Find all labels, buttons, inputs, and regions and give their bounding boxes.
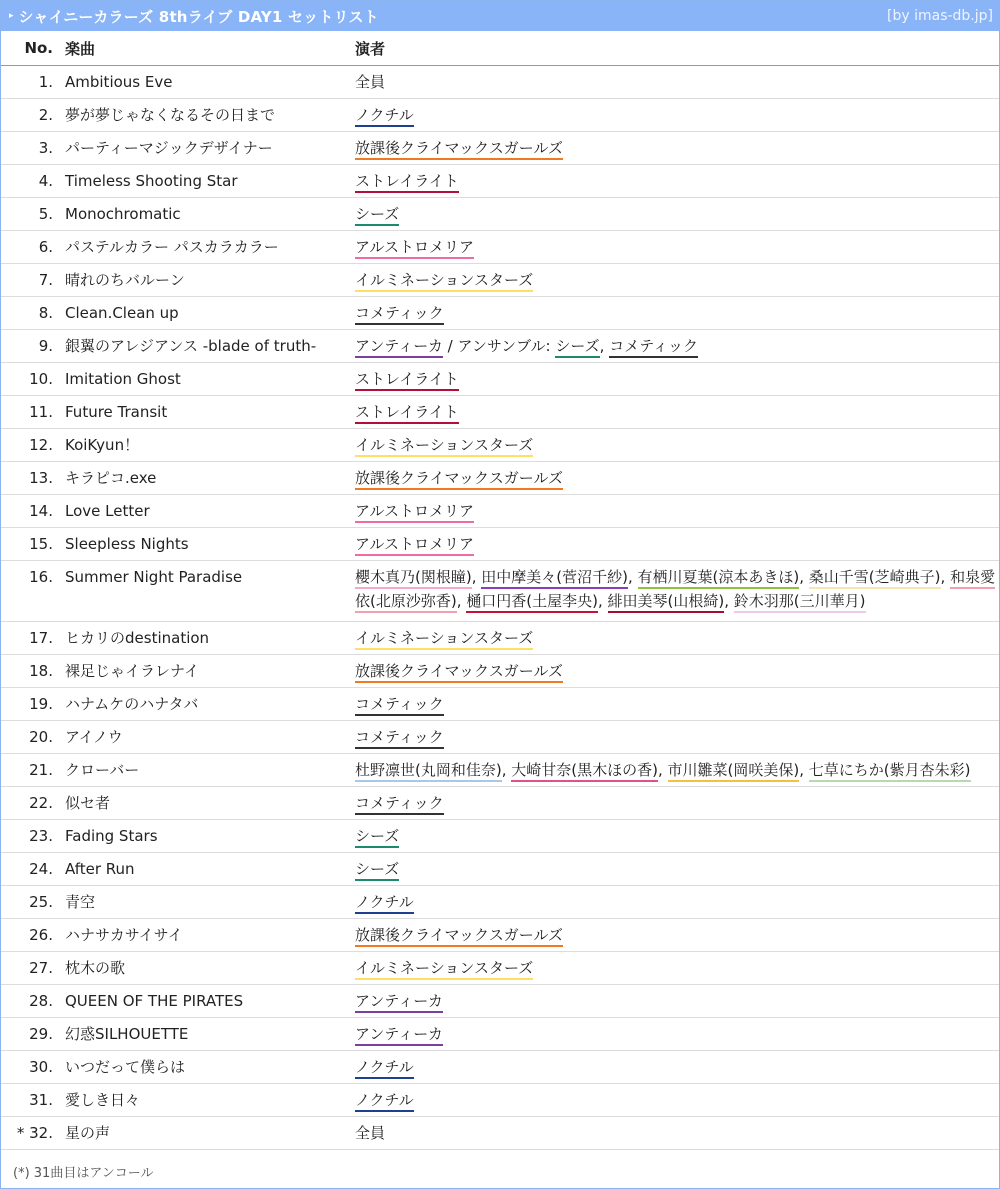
- track-number: 16.: [1, 561, 59, 622]
- track-number: 25.: [1, 886, 59, 919]
- performer-link[interactable]: シーズ: [355, 827, 399, 848]
- performer-cell: [349, 1084, 999, 1117]
- performer-text: ,: [799, 761, 809, 779]
- performer-cell: [349, 688, 999, 721]
- song-title: 銀翼のアレジアンス -blade of truth-: [59, 330, 349, 363]
- performer-link[interactable]: 放課後クライマックスガールズ: [355, 139, 563, 160]
- song-title: Monochromatic: [59, 198, 349, 231]
- performer-text: ,: [501, 761, 512, 779]
- performer-text: ,: [799, 568, 809, 586]
- song-title: アイノウ: [59, 721, 349, 754]
- performer-link[interactable]: イルミネーションスターズ: [355, 271, 533, 292]
- performer-link[interactable]: アンティーカ: [355, 337, 443, 358]
- performer-cell: [349, 231, 999, 264]
- song-title: Future Transit: [59, 396, 349, 429]
- performer-cell: [349, 495, 999, 528]
- track-number: 26.: [1, 919, 59, 952]
- performer-cell: [349, 429, 999, 462]
- performer-link[interactable]: コメティック: [355, 728, 444, 749]
- performer-link[interactable]: ストレイライト: [355, 403, 459, 424]
- performer-cell: [349, 952, 999, 985]
- table-row: [1, 721, 999, 754]
- table-row: [1, 462, 999, 495]
- performer-text: ,: [657, 761, 668, 779]
- performer-cell: [349, 886, 999, 919]
- performer-link[interactable]: 市川雛菜(岡咲美保): [668, 761, 800, 782]
- table-row: [1, 264, 999, 297]
- performer-link[interactable]: ストレイライト: [355, 370, 459, 391]
- track-number: 22.: [1, 787, 59, 820]
- song-title: Timeless Shooting Star: [59, 165, 349, 198]
- performer-text: / アンサンブル:: [442, 337, 556, 355]
- song-title: Love Letter: [59, 495, 349, 528]
- song-title: いつだって僕らは: [59, 1051, 349, 1084]
- track-number: 4.: [1, 165, 59, 198]
- performer-link[interactable]: ストレイライト: [355, 172, 459, 193]
- performer-link[interactable]: 有栖川夏葉(涼本あきほ): [638, 568, 800, 589]
- track-number: 20.: [1, 721, 59, 754]
- performer-cell: [349, 66, 999, 99]
- table-row: [1, 688, 999, 721]
- track-number: 10.: [1, 363, 59, 396]
- table-row: [1, 363, 999, 396]
- track-number: 13.: [1, 462, 59, 495]
- performer-link[interactable]: イルミネーションスターズ: [355, 959, 533, 980]
- track-number: 15.: [1, 528, 59, 561]
- track-number: 21.: [1, 754, 59, 787]
- track-number: 8.: [1, 297, 59, 330]
- table-row: [1, 429, 999, 462]
- performer-cell: [349, 622, 999, 655]
- song-title: 似セ者: [59, 787, 349, 820]
- song-title: ヒカリのdestination: [59, 622, 349, 655]
- table-row: [1, 297, 999, 330]
- song-title: 裸足じゃイラレナイ: [59, 655, 349, 688]
- song-title: Sleepless Nights: [59, 528, 349, 561]
- table-row: [1, 1018, 999, 1051]
- track-number: 28.: [1, 985, 59, 1018]
- column-header-song: 楽曲: [59, 31, 349, 66]
- performer-cell: [349, 297, 999, 330]
- performer-cell: [349, 132, 999, 165]
- track-number: 29.: [1, 1018, 59, 1051]
- table-row: [1, 561, 999, 622]
- performer-text: ,: [471, 568, 482, 586]
- table-row: [1, 198, 999, 231]
- table-row: [1, 985, 999, 1018]
- performer-text: ,: [599, 337, 610, 355]
- performer-cell: [349, 330, 999, 363]
- performer-cell: [349, 1018, 999, 1051]
- performer-cell: [349, 198, 999, 231]
- performer-link[interactable]: 七草にちか(紫月杏朱彩): [809, 761, 971, 782]
- performer-link[interactable]: ノクチル: [355, 893, 414, 914]
- table-row: [1, 754, 999, 787]
- table-row: [1, 231, 999, 264]
- performer-text: ,: [627, 568, 638, 586]
- track-number: 2.: [1, 99, 59, 132]
- title-bar[interactable]: [1, 1, 999, 31]
- song-title: クローバー: [59, 754, 349, 787]
- performer-cell: [349, 264, 999, 297]
- performer-text: 全員: [355, 73, 386, 91]
- song-title: Fading Stars: [59, 820, 349, 853]
- table-row: [1, 1084, 999, 1117]
- performer-link[interactable]: ノクチル: [355, 1091, 414, 1112]
- performer-cell: [349, 820, 999, 853]
- performer-link[interactable]: コメティック: [355, 794, 444, 815]
- performer-link[interactable]: アルストロメリア: [355, 535, 474, 556]
- table-row: [1, 919, 999, 952]
- track-number: 3.: [1, 132, 59, 165]
- track-number: 9.: [1, 330, 59, 363]
- table-row: [1, 787, 999, 820]
- performer-text: ,: [724, 592, 734, 610]
- performer-cell: [349, 721, 999, 754]
- track-number: 12.: [1, 429, 59, 462]
- performer-cell: [349, 165, 999, 198]
- performer-cell: [349, 919, 999, 952]
- performer-cell: [349, 787, 999, 820]
- performer-text: 全員: [355, 1124, 386, 1142]
- table-row: [1, 853, 999, 886]
- performer-link[interactable]: コメティック: [609, 337, 698, 358]
- track-number: 18.: [1, 655, 59, 688]
- song-title: 枕木の歌: [59, 952, 349, 985]
- song-title: 晴れのちバルーン: [59, 264, 349, 297]
- expand-triangle-icon[interactable]: ▸: [9, 11, 14, 21]
- table-row: [1, 1117, 999, 1150]
- performer-cell: [349, 396, 999, 429]
- performer-link[interactable]: 桑山千雪(芝崎典子): [809, 568, 941, 589]
- track-number: 1.: [1, 66, 59, 99]
- song-title: After Run: [59, 853, 349, 886]
- table-row: [1, 66, 999, 99]
- performer-cell: [349, 754, 999, 787]
- track-number: 27.: [1, 952, 59, 985]
- performer-link[interactable]: コメティック: [355, 695, 444, 716]
- column-header-performer: 演者: [349, 31, 999, 66]
- encore-footnote: (*) 31曲目はアンコール: [13, 1166, 154, 1181]
- track-number: 6.: [1, 231, 59, 264]
- table-row: [1, 1051, 999, 1084]
- performer-link[interactable]: 杜野凛世(丸岡和佳奈): [355, 761, 502, 782]
- performer-cell: [349, 99, 999, 132]
- performer-link[interactable]: 鈴木羽那(三川華月): [734, 592, 866, 613]
- track-number: 30.: [1, 1051, 59, 1084]
- performer-link[interactable]: 緋田美琴(山根綺): [608, 592, 725, 613]
- track-number: 19.: [1, 688, 59, 721]
- track-number: 23.: [1, 820, 59, 853]
- performer-link[interactable]: シーズ: [355, 860, 399, 881]
- performer-link[interactable]: シーズ: [355, 205, 399, 226]
- track-number: 7.: [1, 264, 59, 297]
- table-row: [1, 952, 999, 985]
- performer-link[interactable]: ノクチル: [355, 106, 414, 127]
- performer-cell: [349, 985, 999, 1018]
- performer-link[interactable]: アルストロメリア: [355, 502, 474, 523]
- song-title: KoiKyun！: [59, 429, 349, 462]
- song-title: Clean.Clean up: [59, 297, 349, 330]
- performer-cell: [349, 1117, 999, 1150]
- setlist-rows: [1, 66, 999, 1150]
- song-title: Imitation Ghost: [59, 363, 349, 396]
- table-row: [1, 165, 999, 198]
- performer-text: ,: [940, 568, 951, 586]
- track-number: 24.: [1, 853, 59, 886]
- performer-link[interactable]: 放課後クライマックスガールズ: [355, 469, 563, 490]
- song-title: 愛しき日々: [59, 1084, 349, 1117]
- performer-text: ,: [597, 592, 608, 610]
- performer-cell: [349, 655, 999, 688]
- performer-link[interactable]: アンティーカ: [355, 1025, 443, 1046]
- setlist-title: シャイニーカラーズ 8thライブ DAY1 セットリスト: [18, 7, 379, 26]
- source-credit-link[interactable]: [by imas-db.jp]: [887, 8, 993, 24]
- song-title: パステルカラー パスカラカラー: [59, 231, 349, 264]
- table-row: [1, 622, 999, 655]
- table-row: [1, 655, 999, 688]
- table-row: [1, 99, 999, 132]
- song-title: 星の声: [59, 1117, 349, 1150]
- performer-link[interactable]: イルミネーションスターズ: [355, 436, 533, 457]
- song-title: QUEEN OF THE PIRATES: [59, 985, 349, 1018]
- performer-link[interactable]: コメティック: [355, 304, 444, 325]
- song-title: Ambitious Eve: [59, 66, 349, 99]
- performer-link[interactable]: 大崎甘奈(黒木ほの香): [511, 761, 658, 782]
- performer-cell: [349, 561, 999, 622]
- table-row: [1, 820, 999, 853]
- performer-link[interactable]: 放課後クライマックスガールズ: [355, 926, 563, 947]
- track-number: 31.: [1, 1084, 59, 1117]
- song-title: ハナサカサイサイ: [59, 919, 349, 952]
- performer-link[interactable]: アルストロメリア: [355, 238, 474, 259]
- song-title: 夢が夢じゃなくなるその日まで: [59, 99, 349, 132]
- song-title: 青空: [59, 886, 349, 919]
- performer-cell: [349, 528, 999, 561]
- table-row: [1, 495, 999, 528]
- table-row: [1, 132, 999, 165]
- table-row: [1, 528, 999, 561]
- performer-cell: [349, 853, 999, 886]
- performer-link[interactable]: アンティーカ: [355, 992, 443, 1013]
- performer-link[interactable]: イルミネーションスターズ: [355, 629, 533, 650]
- song-title: ハナムケのハナタバ: [59, 688, 349, 721]
- song-title: キラピコ.exe: [59, 462, 349, 495]
- song-title: 幻惑SILHOUETTE: [59, 1018, 349, 1051]
- track-number: 17.: [1, 622, 59, 655]
- track-number: 14.: [1, 495, 59, 528]
- column-header-no: No.: [1, 31, 59, 66]
- performer-link[interactable]: 樋口円香(土屋李央): [466, 592, 598, 613]
- song-title: パーティーマジックデザイナー: [59, 132, 349, 165]
- table-row: [1, 330, 999, 363]
- performer-text: ,: [456, 592, 467, 610]
- performer-link[interactable]: 放課後クライマックスガールズ: [355, 662, 563, 683]
- performer-link[interactable]: シーズ: [555, 337, 599, 358]
- table-row: [1, 396, 999, 429]
- setlist-table: [1, 31, 999, 1150]
- track-number: 11.: [1, 396, 59, 429]
- track-number: 5.: [1, 198, 59, 231]
- track-number: * 32.: [1, 1117, 59, 1150]
- table-row: [1, 886, 999, 919]
- performer-cell: [349, 363, 999, 396]
- performer-link[interactable]: 田中摩美々(菅沼千紗): [481, 568, 628, 589]
- table-header-row: [1, 31, 999, 66]
- performer-link[interactable]: 和泉愛依(北原沙弥香): [355, 568, 995, 613]
- performer-link[interactable]: 櫻木真乃(関根瞳): [355, 568, 472, 589]
- performer-link[interactable]: ノクチル: [355, 1058, 414, 1079]
- song-title: Summer Night Paradise: [59, 561, 349, 622]
- performer-cell: [349, 462, 999, 495]
- performer-cell: [349, 1051, 999, 1084]
